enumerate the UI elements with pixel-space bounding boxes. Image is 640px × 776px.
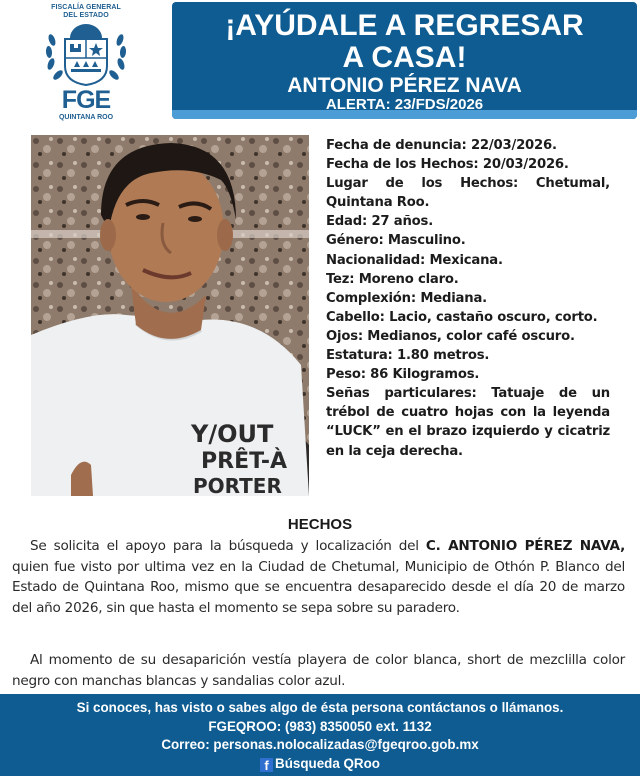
- logo-state: QUINTANA ROO: [58, 114, 114, 121]
- banner-title-line1: ¡AYÚDALE A REGRESAR: [225, 9, 584, 42]
- fge-logo: [30, 4, 142, 122]
- detail-gender: Género: Masculino.: [326, 233, 466, 249]
- logo-agency-line2: DEL ESTADO: [63, 12, 109, 19]
- detail-incident-date: Fecha de los Hechos: 20/03/2026.: [326, 157, 569, 173]
- facts-heading: HECHOS: [287, 516, 353, 533]
- detail-report-date: Fecha de denuncia: 22/03/2026.: [326, 138, 557, 153]
- detail-height: Estatura: 1.80 metros.: [326, 348, 490, 364]
- detail-distinguishing-marks: Señas particulares: Tatuaje de un trébol de cuatro hojas con la leyenda “LUCK” en el brazo izquierdo y cicatriz en la ceja derecha.: [326, 386, 610, 459]
- detail-hair: Cabello: Lacio, castaño oscuro, corto.: [326, 309, 598, 325]
- svg-text:Y/OUT: Y/OUT: [191, 420, 274, 448]
- detail-weight: Peso: 86 Kilogramos.: [326, 367, 480, 383]
- logo-acronym: FGE: [61, 86, 111, 114]
- coat-of-arms-icon: [43, 22, 129, 88]
- detail-nationality: Nacionalidad: Mexicana.: [326, 252, 503, 268]
- detail-complexion-skin: Tez: Moreno claro.: [326, 271, 459, 287]
- header-banner: [172, 2, 637, 119]
- contact-call-to-action: Si conoces, has visto o sabes algo de ésta persona contáctanos o llámanos.: [76, 700, 564, 715]
- detail-incident-place: Lugar de los Hechos: Chetumal, Quintana Roo.: [326, 176, 610, 211]
- facebook-page-label: Búsqueda QRoo: [275, 755, 380, 771]
- logo-agency-line1: FISCALÍA GENERAL: [51, 4, 121, 11]
- facts-p1-end: quien fue visto por ultima vez en la Ciudad de Chetumal, Municipio de Othón P. Blanco del Estado de Quintana Roo, mismo que se encuentra desaparecido desde el día 20 de marzo del año 2026, sin que hasta el momento se sepa sobre su paradero.: [12, 558, 625, 617]
- facts-p1-start: Se solicita el apoyo para la búsqueda y localización del: [30, 538, 426, 554]
- banner-title-line2: A CASA!: [342, 41, 467, 74]
- facts-paragraph-2: [12, 650, 625, 691]
- svg-text:PRÊT-À: PRÊT-À: [201, 449, 288, 474]
- detail-eyes: Ojos: Medianos, color café oscuro.: [326, 328, 575, 344]
- detail-build: Complexión: Mediana.: [326, 290, 487, 306]
- facebook-icon: f: [260, 758, 273, 772]
- facts-p2-text: Al momento de su desaparición vestía playera de color blanca, short de mezclilla color negro con manchas blancas y sandalias color azul.: [12, 652, 625, 689]
- contact-footer: [0, 694, 640, 776]
- facebook-link[interactable]: [0, 755, 640, 774]
- svg-text:PORTER: PORTER: [193, 474, 282, 496]
- missing-person-photo: [31, 135, 309, 496]
- facts-p1-name: C. ANTONIO PÉREZ NAVA,: [425, 538, 625, 554]
- detail-age: Edad: 27 años.: [326, 214, 434, 230]
- facts-paragraph-1: [12, 536, 625, 619]
- contact-email[interactable]: Correo: personas.nolocalizadas@fgeqroo.gob.mx: [161, 737, 479, 752]
- person-name: ANTONIO PÉREZ NAVA: [287, 74, 522, 97]
- alert-number: ALERTA: 23/FDS/2026: [325, 96, 484, 113]
- person-details-list: [326, 136, 610, 461]
- contact-phone[interactable]: FGEQROO: (983) 8350050 ext. 1132: [208, 718, 432, 734]
